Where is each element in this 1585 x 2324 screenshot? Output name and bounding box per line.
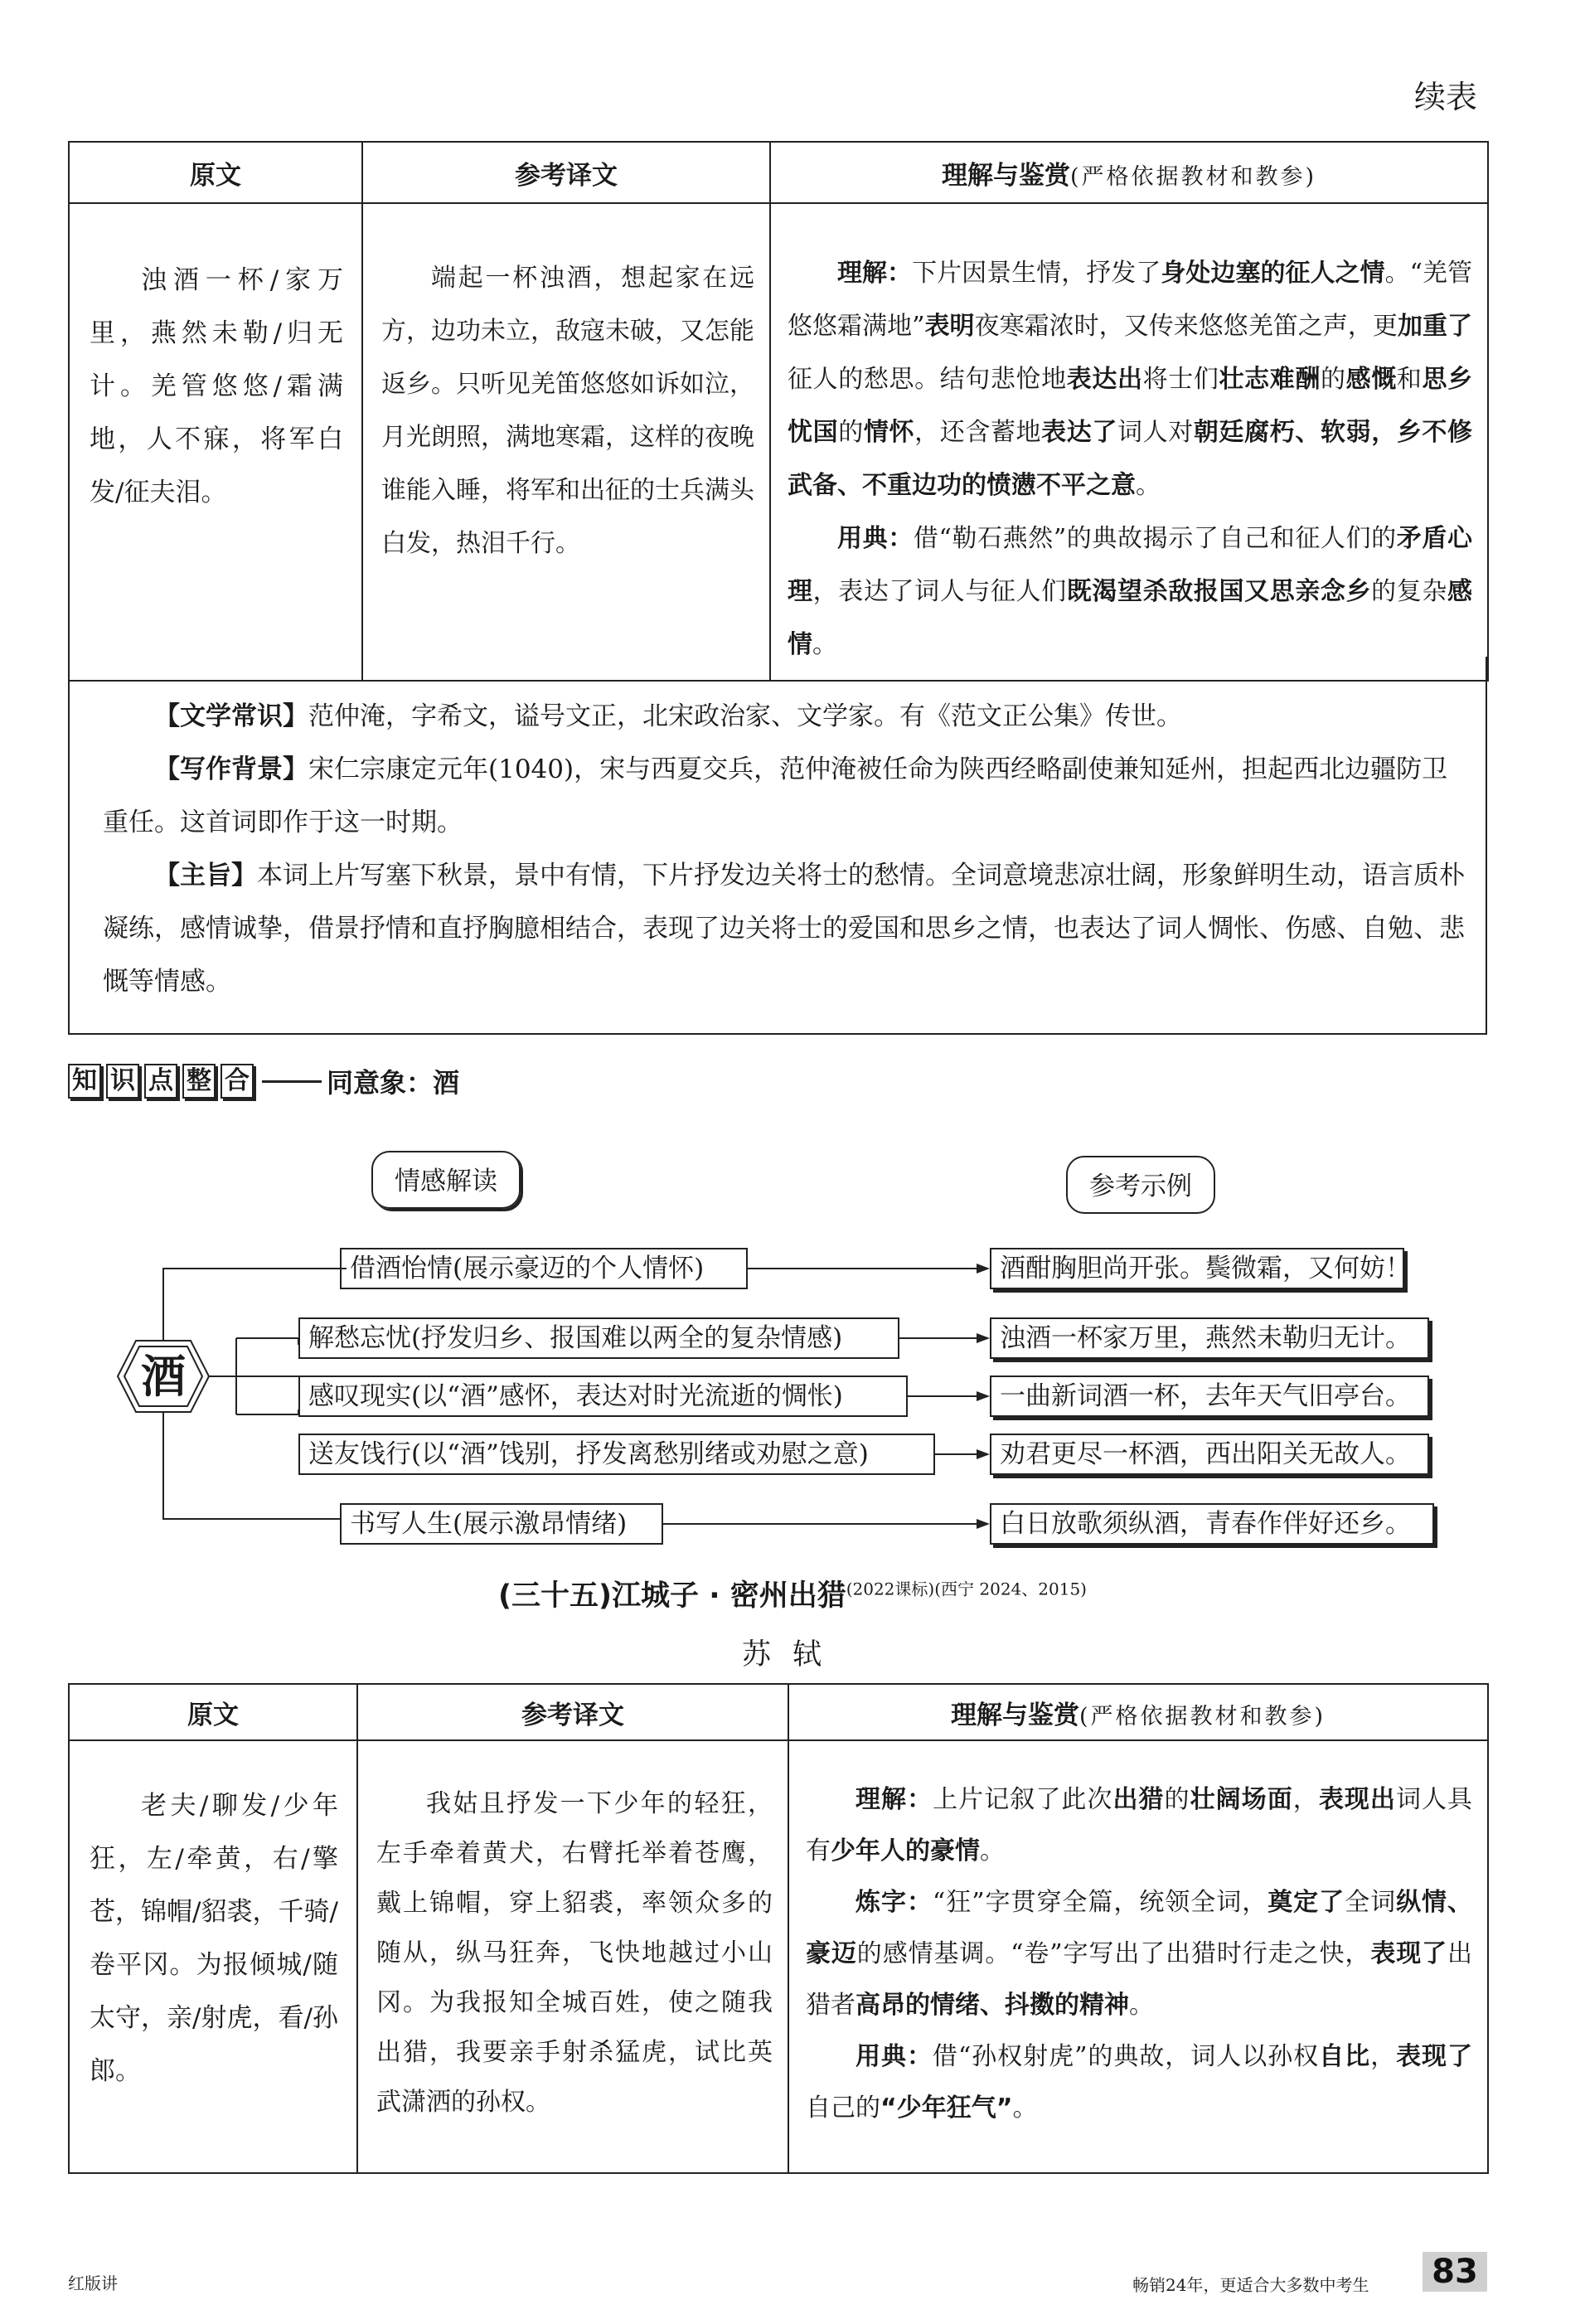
original-text-2: 老夫/聊发/少年狂，左/牵黄，右/擎苍，锦帽/貂裘，千骑/卷平冈。为报倾城/随太守，亲/射虎，看/孙郎。 — [90, 1791, 338, 2086]
knowledge-title: 同意象：酒 — [327, 1067, 460, 1099]
header-translation-2: 参考译文 — [357, 1684, 788, 1740]
appreciation-1-text: ，还含蓄地 — [914, 418, 1042, 447]
appreciation-2-highlight: 少年人的豪情 — [831, 1836, 980, 1866]
appreciation-2-paragraph — [806, 1774, 1472, 1877]
translation-cell-2 — [357, 1740, 788, 2173]
appreciation-1-highlight: 加重了 — [1397, 312, 1473, 341]
note-literary-knowledge: 【文学常识】范仲淹，字希文，谥号文正，北宋政治家、文学家。有《范文正公集》传世。 — [154, 701, 1182, 731]
continued-label: 续表 — [1413, 79, 1477, 115]
appreciation-1-highlight: 表明 — [924, 312, 975, 341]
footer-left: 红版讲 — [68, 2273, 118, 2293]
appreciation-2-text: “狂”字贯穿全篇，统领全词， — [932, 1888, 1268, 1917]
poem-title: (三十五)江城子 · 密州出猎$^{(2022课标)(西宁 2024、2015)}$ — [498, 1579, 1087, 1613]
header-appreciation-2: 理解与鉴赏(严格依据教材和教参) — [788, 1684, 1488, 1740]
appreciation-2-highlight: 出猎 — [1112, 1785, 1165, 1814]
footer-right: 畅销24年，更适合大多数中考生 — [1132, 2275, 1369, 2295]
appreciation-2-text: 的 — [1164, 1785, 1190, 1814]
appreciation-2-highlight: 纵情、豪迈 — [806, 1888, 1473, 1968]
appreciation-2-text: 。 — [1012, 2094, 1038, 2123]
appreciation-1-text: 将士们 — [1142, 365, 1219, 394]
appreciation-2-highlight: 表现了 — [1396, 2042, 1473, 2071]
appreciation-1-text: 。 — [1136, 471, 1161, 500]
appreciation-1-highlight: 感情 — [788, 577, 1473, 659]
appreciation-1-highlight: 壮志难酬 — [1219, 365, 1321, 394]
appreciation-2-text: 出猎者 — [806, 1939, 1473, 2020]
example-box-4: 劝君更尽一杯酒，西出阳关无故人。 — [990, 1434, 1429, 1475]
appreciation-1-term: 理解： — [837, 259, 913, 288]
appreciation-1-text: 。 — [812, 630, 837, 659]
appreciation-1-highlight: 矛盾心理 — [788, 524, 1473, 606]
example-box-2: 浊酒一杯家万里，燕然未勒归无计。 — [990, 1317, 1429, 1359]
appreciation-2-text: ， — [1370, 2042, 1397, 2071]
appreciation-2-paragraph — [806, 2031, 1472, 2134]
emotion-box-3: 感叹现实(以“酒”感怀，表达对时光流逝的惆怅) — [298, 1375, 908, 1417]
appreciation-text-2 — [806, 1774, 1472, 2134]
appreciation-1-text: 借“勒石燕然”的典故揭示了自己和征人们的 — [913, 524, 1397, 553]
appreciation-1-highlight: 感慨 — [1345, 365, 1397, 394]
appreciation-1-text: ，表达了词人与征人们 — [812, 577, 1067, 606]
knowledge-box-1: 知 — [68, 1064, 101, 1099]
example-header: 参考示例 — [1066, 1156, 1215, 1214]
appreciation-2-highlight: 自比 — [1319, 2042, 1371, 2071]
example-box-3: 一曲新词酒一杯，去年天气旧亭台。 — [990, 1375, 1429, 1417]
appreciation-2-highlight: 表现了 — [1370, 1939, 1448, 1968]
appreciation-1-text: 的复杂 — [1371, 577, 1448, 606]
example-box-5: 白日放歌须纵酒，青春作伴好还乡。 — [990, 1503, 1434, 1545]
appreciation-2-text: 全词 — [1345, 1888, 1397, 1917]
header-translation: 参考译文 — [362, 142, 770, 203]
emotion-box-4: 送友饯行(以“酒”饯别，抒发离愁别绪或劝慰之意) — [298, 1434, 935, 1475]
appreciation-2-text: ， — [1292, 1785, 1319, 1814]
appreciation-1-highlight: 情怀 — [863, 418, 915, 447]
translation-text: 端起一杯浊酒，想起家在远方，边功未立，敌寇未破，又怎能返乡。只听见羌笛悠悠如诉如泣，月光朗照，满地寒霜，这样的夜晚谁能入睡，将军和出征的士兵满头白发，热泪千行。 — [381, 264, 754, 558]
emotion-header: 情感解读 — [371, 1151, 521, 1209]
appreciation-2-term: 炼字： — [856, 1888, 933, 1917]
translation-text-2: 我姑且抒发一下少年的轻狂，左手牵着黄犬，右臂托举着苍鹰，戴上锦帽，穿上貂裘，率领众多的随从，纵马狂奔，飞快地越过小山冈。为我报知全城百姓，使之随我出猎，我要亲手射杀猛虎，试比英武潇洒的孙权。 — [376, 1789, 773, 2117]
appreciation-1-text: 词人对 — [1117, 418, 1194, 447]
appreciation-1-text: 下片因景生情，抒发了 — [912, 259, 1161, 288]
center-node-label: 酒 — [141, 1350, 186, 1403]
appreciation-2-highlight: 高昂的情绪、抖擞的精神 — [856, 1991, 1129, 2020]
appreciation-1-text: 和 — [1396, 365, 1423, 394]
appreciation-2-term: 理解： — [856, 1785, 933, 1814]
appreciation-2-text: 词人具有 — [806, 1785, 1473, 1866]
example-box-1: 酒酣胸胆尚开张。鬓微霜，又何妨！ — [990, 1248, 1404, 1289]
appreciation-1-text: 的 — [1320, 365, 1346, 394]
appreciation-2-paragraph — [806, 1877, 1472, 2031]
appreciation-2-highlight: 奠定了 — [1268, 1888, 1345, 1917]
appreciation-2-text: 。 — [1129, 1991, 1154, 2020]
knowledge-box-3: 点 — [144, 1064, 177, 1099]
note-theme: 【主旨】本词上片写塞下秋景，景中有情，下片抒发边关将士的愁情。全词意境悲凉壮阔，形象鲜明生动，语言质朴凝练，感情诚挚，借景抒情和直抒胸臆相结合，表现了边关将士的爱国和思乡之情，也表达了词人惆怅、伤感、自勉、悲慨等情感。 — [103, 861, 1465, 997]
appreciation-1-text: 。“羌管悠悠霜满地” — [788, 259, 1473, 341]
appreciation-cell-2 — [788, 1740, 1488, 2173]
poem-author: 苏轼 — [741, 1638, 843, 1671]
appreciation-1-term: 用典： — [837, 524, 914, 553]
appreciation-1-highlight: 表达出 — [1066, 365, 1143, 394]
knowledge-box-2: 识 — [106, 1064, 139, 1099]
appreciation-1-highlight: 思乡忧国 — [788, 365, 1473, 447]
appreciation-2-text: 自己的 — [806, 2094, 880, 2123]
emotion-box-2: 解愁忘忧(抒发归乡、报国难以两全的复杂情感) — [298, 1317, 899, 1359]
emotion-box-1: 借酒怡情(展示豪迈的个人情怀) — [340, 1248, 748, 1289]
appreciation-1-text: 夜寒霜浓时，又传来悠悠羌笛之声，更 — [974, 312, 1398, 341]
page-number: 83 — [1423, 2252, 1487, 2292]
poem-table-2 — [68, 1683, 1489, 2174]
appreciation-2-highlight: “少年狂气” — [880, 2094, 1013, 2123]
appreciation-2-highlight: 表现出 — [1318, 1785, 1396, 1814]
appreciation-1-highlight: 身处边塞的征人之情 — [1161, 259, 1385, 288]
appreciation-1-text: 征人的愁思。结句悲怆地 — [788, 365, 1067, 394]
header-original: 原文 — [69, 142, 362, 203]
appreciation-2-text: 的感情基调。“卷”字写出了出猎时行走之快， — [856, 1939, 1371, 1968]
header-original-2: 原文 — [69, 1684, 357, 1740]
appreciation-2-highlight: 壮阔场面 — [1190, 1785, 1293, 1814]
original-text-cell-2 — [69, 1740, 357, 2173]
appreciation-2-text: 。 — [980, 1836, 1005, 1866]
header-appreciation: 理解与鉴赏(严格依据教材和教参) — [770, 142, 1488, 203]
knowledge-box-5: 合 — [221, 1064, 254, 1099]
appreciation-1-text: 的 — [838, 418, 864, 447]
appreciation-2-term: 用典： — [856, 2042, 933, 2071]
appreciation-1-highlight: 朝廷腐朽、软弱，乡不修武备、不重边功的愤懑不平之意 — [788, 418, 1473, 500]
original-text: 浊酒一杯/家万里，燕然未勒/归无计。羌管悠悠/霜满地，人不寐，将军白发/征夫泪。 — [90, 265, 343, 507]
appreciation-1-highlight: 表达了 — [1041, 418, 1118, 447]
emotion-box-5: 书写人生(展示激昂情绪) — [340, 1503, 663, 1545]
appreciation-2-text: 借“孙权射虎”的典故，词人以孙权 — [932, 2042, 1320, 2071]
appreciation-1-highlight: 既渴望杀敌报国又思亲念乡 — [1066, 577, 1372, 606]
note-writing-background: 【写作背景】宋仁宗康定元年(1040)，宋与西夏交兵，范仲淹被任命为陕西经略副使兼知延州，担起西北边疆防卫重任。这首词即作于这一时期。 — [103, 754, 1448, 837]
appreciation-2-text: 上片记叙了此次 — [933, 1785, 1113, 1814]
knowledge-box-4: 整 — [182, 1064, 216, 1099]
